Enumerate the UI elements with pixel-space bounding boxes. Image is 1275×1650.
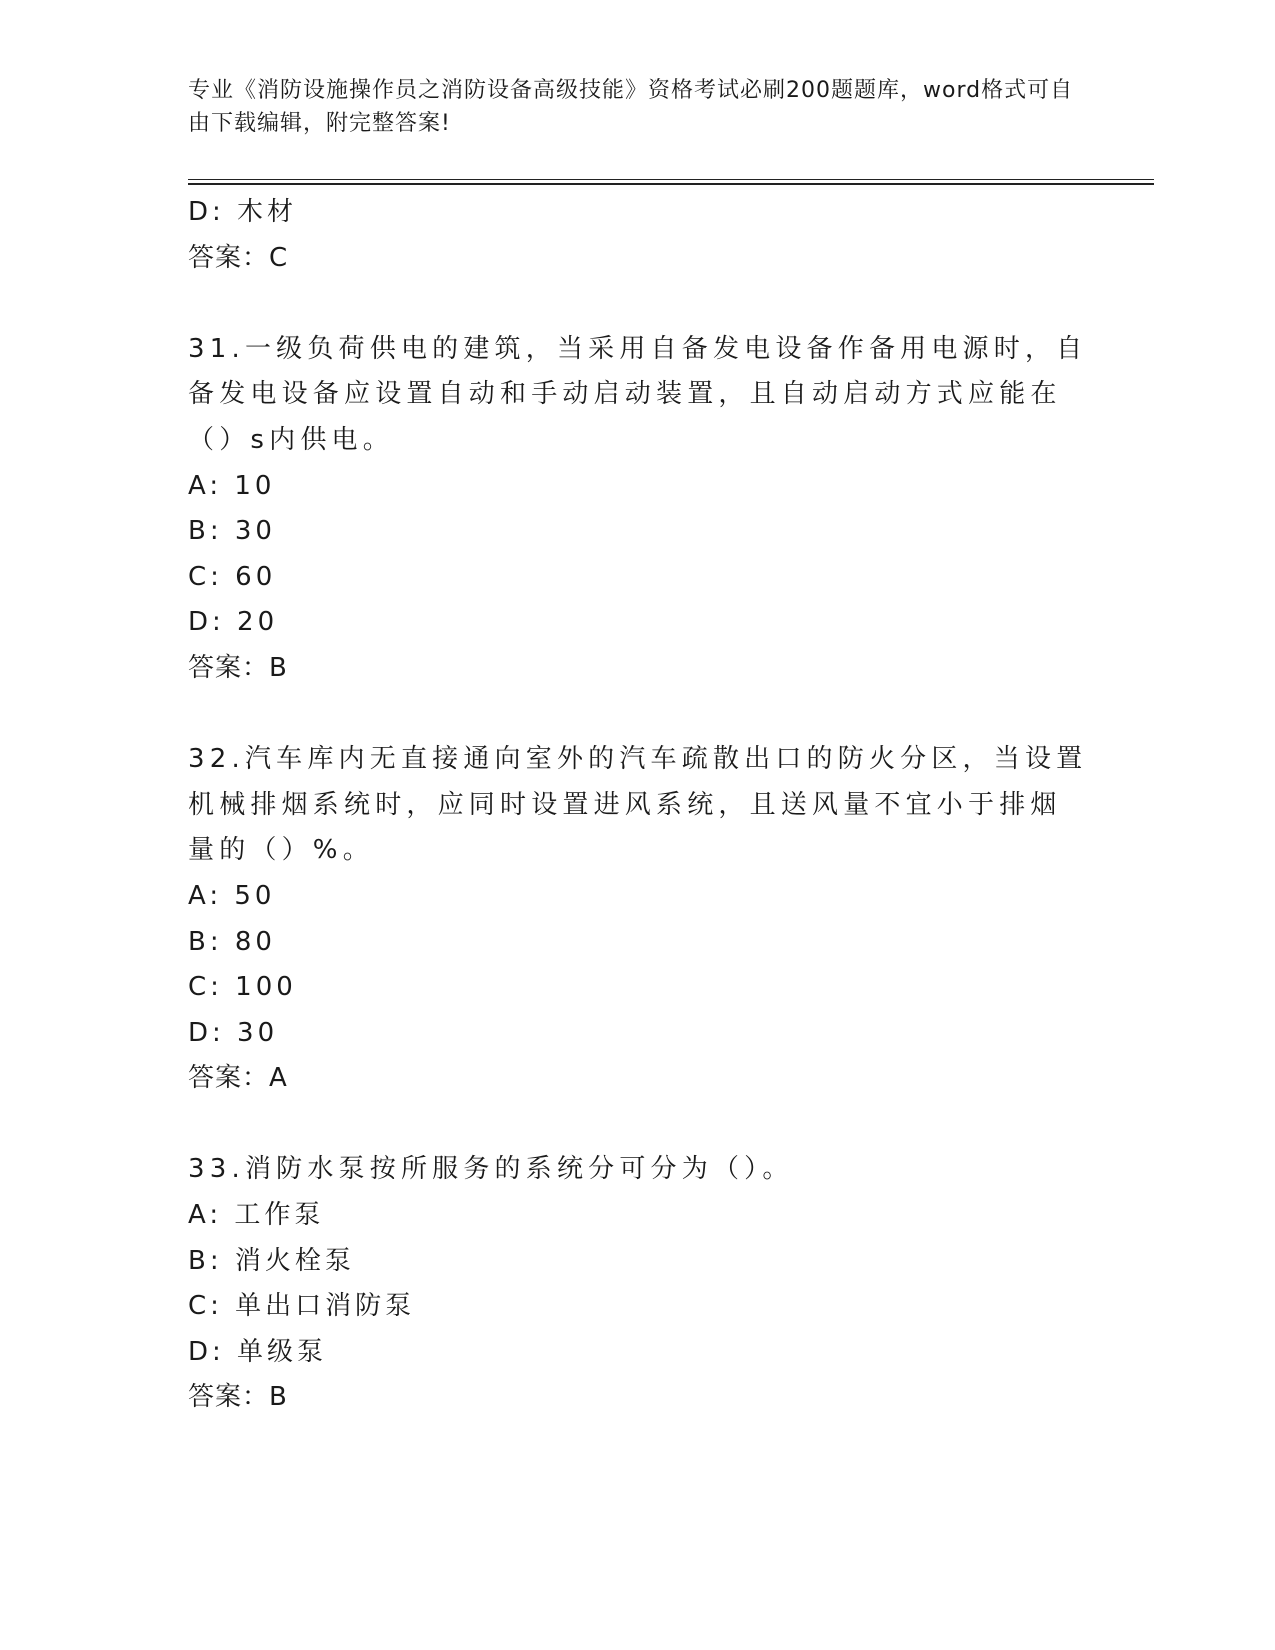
spacer — [188, 281, 1088, 327]
option-a: A: 10 — [188, 470, 276, 501]
option-d: D: 单级泵 — [188, 1336, 328, 1367]
option-d: D: 20 — [188, 607, 279, 638]
question-31 — [188, 327, 1088, 692]
answer: 答案：B — [188, 652, 288, 683]
option-c: C: 60 — [188, 561, 277, 592]
option-b: B: 80 — [188, 926, 276, 957]
prev-answer: 答案：C — [188, 242, 289, 273]
option-b: B: 30 — [188, 516, 276, 547]
option-a: A: 工作泵 — [188, 1200, 325, 1231]
question-text: 32.汽车库内无直接通向室外的汽车疏散出口的防火分区，当设置机械排烟系统时，应同时设置进风系统，且送风量不宜小于排烟量的（）%。 — [188, 744, 1088, 866]
answer: 答案：B — [188, 1382, 288, 1413]
option-a: A: 50 — [188, 880, 276, 911]
option-d: D: 30 — [188, 1017, 279, 1048]
option-c: C: 100 — [188, 972, 297, 1003]
spacer — [188, 1102, 1088, 1148]
option-c: C: 单出口消防泵 — [188, 1291, 416, 1322]
header-rule-thin — [188, 179, 1154, 180]
document-body — [188, 190, 1088, 1421]
spacer — [188, 692, 1088, 738]
question-32 — [188, 737, 1088, 1102]
question-text: 31.一级负荷供电的建筑，当采用自备发电设备作备用电源时，自备发电设备应设置自动和手动启动装置，且自动启动方式应能在（）s内供电。 — [188, 333, 1088, 455]
question-text: 33.消防水泵按所服务的系统分可分为（）。 — [188, 1154, 794, 1185]
option-b: B: 消火栓泵 — [188, 1245, 355, 1276]
answer: 答案：A — [188, 1063, 288, 1094]
document-header: 专业《消防设施操作员之消防设备高级技能》资格考试必刷200题题库，word格式可自由下载编辑，附完整答案! — [188, 78, 1074, 136]
question-33 — [188, 1147, 1088, 1421]
prev-option-d: D: 木材 — [188, 197, 298, 227]
header-rule-thick — [188, 183, 1154, 185]
